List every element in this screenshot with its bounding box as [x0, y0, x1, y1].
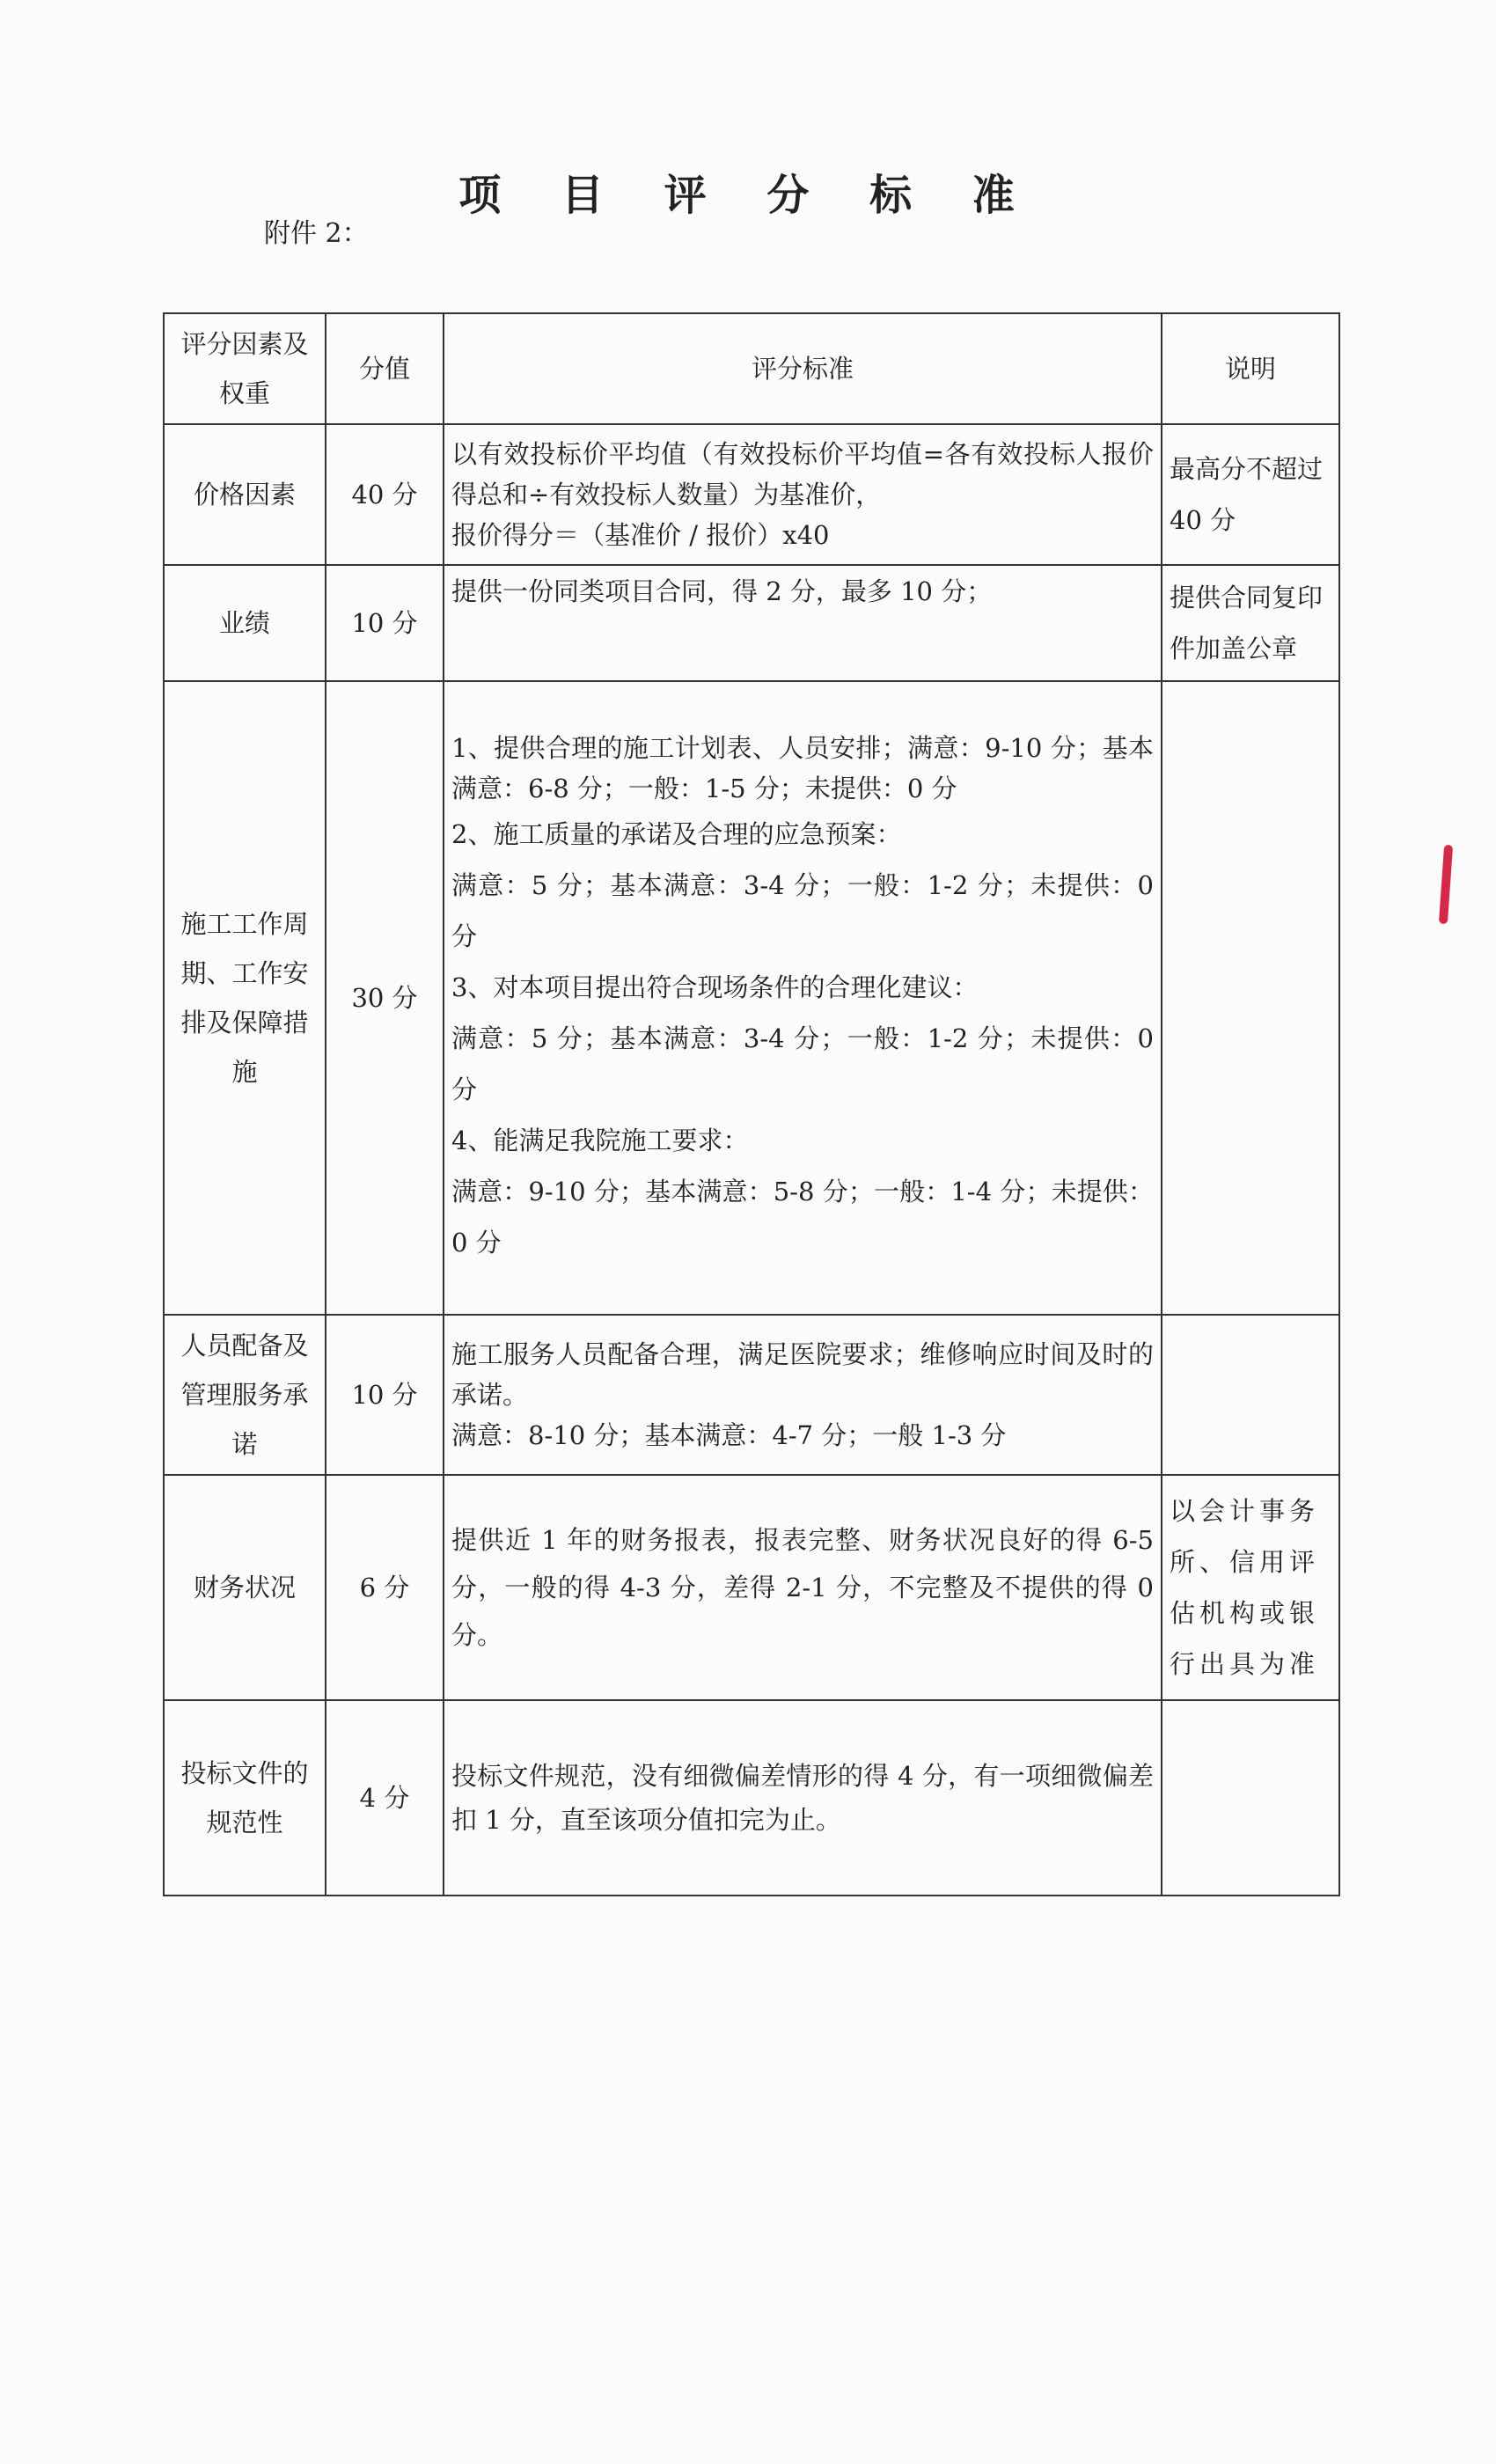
- row-note: [1162, 1315, 1339, 1475]
- criteria-line: 提供近 1 年的财务报表，报表完整、财务状况良好的得 6-5 分，一般的得 4-3 分，差得 2-1 分，不完整及不提供的得 0 分。: [451, 1525, 1154, 1650]
- table-row: [164, 424, 1339, 565]
- red-mark: [1439, 845, 1453, 924]
- row-factor: 施工工作周期、工作安排及保障措施: [164, 681, 326, 1315]
- row-factor: 财务状况: [164, 1475, 326, 1700]
- row-note: [1162, 681, 1339, 1315]
- row-factor: 投标文件的规范性: [164, 1700, 326, 1896]
- table-row: [164, 1700, 1339, 1896]
- page-title: 项 目 评 分 标 准: [458, 171, 1038, 220]
- row-score: 4 分: [326, 1700, 444, 1896]
- row-score: 10 分: [326, 1315, 444, 1475]
- criteria-line: 3、对本项目提出符合现场条件的合理化建议：: [451, 972, 979, 1002]
- row-score: 6 分: [326, 1475, 444, 1700]
- header-criteria: 评分标准: [444, 313, 1162, 424]
- criteria-line: 投标文件规范，没有细微偏差情形的得 4 分，有一项细微偏差扣 1 分，直至该项分值扣完为止。: [451, 1761, 1154, 1835]
- row-score: 40 分: [326, 424, 444, 565]
- row-note: 最高分不超过40 分: [1162, 424, 1339, 565]
- row-criteria: [444, 565, 1162, 681]
- row-criteria: [444, 1315, 1162, 1475]
- row-criteria: [444, 1700, 1162, 1896]
- row-note: [1162, 1700, 1339, 1896]
- row-note: 以会计事务所、信用评估机构或银行出具为准: [1162, 1475, 1339, 1700]
- criteria-line: 满意：8-10 分；基本满意：4-7 分；一般 1-3 分: [451, 1420, 1007, 1450]
- scoring-table: [163, 312, 1340, 1896]
- criteria-line: 满意：5 分；基本满意：3-4 分；一般：1-2 分；未提供：0 分: [451, 870, 1154, 951]
- criteria-line: 报价得分＝（基准价 / 报价）x40: [451, 520, 830, 550]
- criteria-line: 1、提供合理的施工计划表、人员安排；满意：9-10 分；基本满意：6-8 分；一般：1-5 分；未提供：0 分: [451, 733, 1154, 803]
- table-row: [164, 565, 1339, 681]
- row-score: 30 分: [326, 681, 444, 1315]
- attachment-label: 附件 2：: [264, 218, 369, 249]
- header-score: 分值: [326, 313, 444, 424]
- row-criteria: [444, 681, 1162, 1315]
- row-note: 提供合同复印件加盖公章: [1162, 565, 1339, 681]
- header-note: 说明: [1162, 313, 1339, 424]
- criteria-line: 施工服务人员配备合理，满足医院要求；维修响应时间及时的承诺。: [451, 1339, 1154, 1410]
- row-factor: 人员配备及管理服务承诺: [164, 1315, 326, 1475]
- table-row: [164, 681, 1339, 1315]
- row-factor: 价格因素: [164, 424, 326, 565]
- row-criteria: [444, 424, 1162, 565]
- row-score: 10 分: [326, 565, 444, 681]
- row-criteria: [444, 1475, 1162, 1700]
- table-row: [164, 1315, 1339, 1475]
- table-header-row: [164, 313, 1339, 424]
- criteria-line: 2、施工质量的承诺及合理的应急预案：: [451, 819, 902, 849]
- row-factor: 业绩: [164, 565, 326, 681]
- criteria-line: 以有效投标价平均值（有效投标价平均值=各有效投标人报价得总和÷有效投标人数量）为基准价，: [451, 439, 1154, 510]
- criteria-line: 提供一份同类项目合同，得 2 分，最多 10 分；: [451, 576, 993, 606]
- criteria-line: 满意：9-10 分；基本满意：5-8 分；一般：1-4 分；未提供：0 分: [451, 1177, 1154, 1258]
- table-row: [164, 1475, 1339, 1700]
- header-factor: 评分因素及权重: [164, 313, 326, 424]
- criteria-line: 4、能满足我院施工要求：: [451, 1126, 749, 1155]
- criteria-line: 满意：5 分；基本满意：3-4 分；一般：1-2 分；未提供：0 分: [451, 1023, 1154, 1104]
